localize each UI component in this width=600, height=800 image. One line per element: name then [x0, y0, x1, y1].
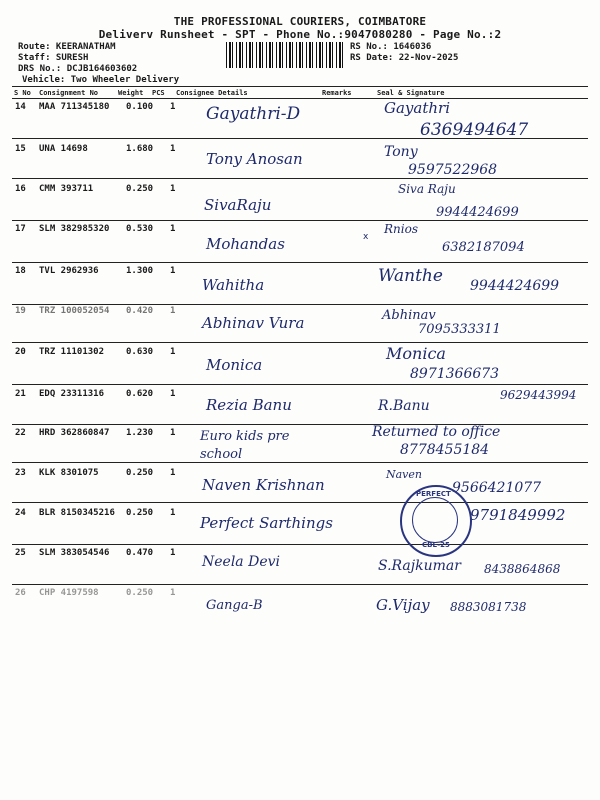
row-signature: Wanthe: [378, 266, 443, 286]
row-weight: 0.620: [126, 389, 154, 399]
row-weight: 1.230: [126, 428, 154, 438]
row-divider: [12, 342, 588, 343]
row-phone: 9791849992: [470, 506, 566, 524]
row-signature: Abhinav: [382, 308, 436, 323]
row-pcs: 1: [170, 144, 176, 154]
row-weight: 0.420: [126, 306, 154, 316]
row-signature: Naven: [386, 468, 422, 481]
col-pcs: PCS: [152, 89, 165, 97]
route-label: Route: KEERANATHAM: [18, 42, 116, 52]
row-weight: 0.530: [126, 224, 154, 234]
row-phone: 6382187094: [442, 240, 525, 255]
drs-number: DRS No.: DCJB164603602: [18, 64, 138, 74]
row-divider: [12, 462, 588, 463]
row-pcs: 1: [170, 468, 176, 478]
col-consignment: Consignment No: [39, 89, 99, 97]
row-signature: Tony: [384, 144, 418, 160]
company-title: THE PROFESSIONAL COURIERS, COIMBATORE: [173, 15, 427, 28]
row-phone: 6369494647: [420, 120, 529, 140]
row-pcs: 1: [170, 347, 176, 357]
row-consignment: TRZ 100052054: [39, 306, 110, 316]
vehicle-label: Vehicle: Two Wheeler Delivery: [22, 75, 180, 85]
row-consignee: Neela Devi: [202, 554, 280, 570]
row-pcs: 1: [170, 266, 176, 276]
stamp-inner-ring: [412, 497, 458, 543]
row-consignee: Rezia Banu: [206, 396, 292, 414]
row-phone: 8438864868: [484, 562, 561, 576]
row-sno: 15: [15, 144, 26, 154]
row-divider: [12, 178, 588, 179]
row-pcs: 1: [170, 508, 176, 518]
row-weight: 0.470: [126, 548, 154, 558]
staff-label: Staff: SURESH: [18, 53, 89, 63]
row-phone: 8883081738: [450, 600, 527, 614]
row-sno: 25: [15, 548, 26, 558]
row-consignee: Wahitha: [202, 276, 265, 294]
row-divider: [12, 304, 588, 305]
col-sno: S No: [14, 89, 31, 97]
row-signature: S.Rajkumar: [378, 558, 461, 574]
remarks-mark-icon: x: [363, 232, 369, 242]
row-consignee: Gayathri-D: [206, 104, 301, 124]
row-consignment: TVL 2962936: [39, 266, 99, 276]
row-sno: 24: [15, 508, 26, 518]
row-divider: [12, 220, 588, 221]
stamp-bottom-text: CBE-25: [422, 541, 450, 549]
row-signature: Monica: [386, 344, 446, 363]
row-consignment: BLR 8150345216: [39, 508, 115, 518]
row-weight: 0.630: [126, 347, 154, 357]
row-divider: [12, 424, 588, 425]
row-consignment: SLM 383054546: [39, 548, 110, 558]
row-divider: [12, 502, 588, 503]
row-consignee: Mohandas: [206, 235, 285, 253]
row-consignment: UNA 14698: [39, 144, 88, 154]
row-consignee: SivaRaju: [204, 196, 272, 214]
row-consignee: Monica: [206, 356, 263, 374]
row-divider: [12, 384, 588, 385]
row-phone: 9597522968: [408, 162, 498, 178]
row-divider: [12, 544, 588, 545]
col-seal: Seal & Signature: [377, 89, 445, 97]
rs-number: RS No.: 1646036: [350, 42, 432, 52]
header-top-rule: [12, 86, 588, 87]
row-consignee: Abhinav Vura: [202, 314, 305, 332]
row-sno: 26: [15, 588, 26, 598]
row-phone: 9944424699: [470, 278, 560, 294]
barcode-image: [226, 42, 344, 68]
row-consignment: KLK 8301075: [39, 468, 99, 478]
row-sno: 18: [15, 266, 26, 276]
row-phone: 9944424699: [436, 205, 519, 220]
row-weight: 0.250: [126, 468, 154, 478]
row-phone: 8778455184: [400, 442, 490, 458]
row-phone: 8971366673: [410, 366, 500, 382]
row-sno: 19: [15, 306, 26, 316]
row-sno: 21: [15, 389, 26, 399]
runsheet-subtitle: Deliverv Runsheet - SPT - Phone No.:9047080280 - Page No.:2: [98, 28, 502, 41]
row-pcs: 1: [170, 428, 176, 438]
row-consignment: EDQ 23311316: [39, 389, 105, 399]
row-signature: R.Banu: [378, 398, 430, 414]
row-sno: 17: [15, 224, 26, 234]
row-divider: [12, 584, 588, 585]
row-consignment: TRZ 11101302: [39, 347, 105, 357]
rs-date: RS Date: 22-Nov-2025: [350, 53, 459, 63]
row-consignment: SLM 382985320: [39, 224, 110, 234]
row-consignee: Tony Anosan: [206, 150, 303, 168]
row-consignment: HRD 362860847: [39, 428, 110, 438]
row-pcs: 1: [170, 389, 176, 399]
row-weight: 0.250: [126, 588, 154, 598]
row-weight: 0.250: [126, 508, 154, 518]
row-divider: [12, 262, 588, 263]
row-pcs: 1: [170, 224, 176, 234]
row-sno: 16: [15, 184, 26, 194]
row-pcs: 1: [170, 588, 176, 598]
row-weight: 1.300: [126, 266, 154, 276]
row-sno: 23: [15, 468, 26, 478]
row-pcs: 1: [170, 102, 176, 112]
row-divider: [12, 138, 588, 139]
row-phone: 9566421077: [452, 480, 542, 496]
row-weight: 0.250: [126, 184, 154, 194]
header-bottom-rule: [12, 98, 588, 99]
row-sno: 14: [15, 102, 26, 112]
row-signature: Siva Raju: [398, 182, 456, 196]
stamp-top-text: PERFECT: [416, 490, 451, 498]
row-consignee: Ganga-B: [206, 598, 263, 613]
row-consignment: CMM 393711: [39, 184, 94, 194]
row-pcs: 1: [170, 306, 176, 316]
row-pcs: 1: [170, 184, 176, 194]
col-remarks: Remarks: [322, 89, 352, 97]
company-seal-stamp: [400, 485, 472, 557]
row-consignment: MAA 711345180: [39, 102, 110, 112]
row-signature: Gayathri: [384, 99, 450, 117]
col-weight: Weight: [118, 89, 144, 97]
row-signature: G.Vijay: [376, 596, 430, 614]
row-consignee: Perfect Sarthings: [200, 514, 333, 532]
row-sno: 20: [15, 347, 26, 357]
col-consignee: Consignee Details: [176, 89, 248, 97]
row-weight: 1.680: [126, 144, 154, 154]
row-signature: Returned to office: [372, 424, 501, 440]
row-signature: Rnios: [384, 222, 418, 236]
row-consignee: Naven Krishnan: [202, 476, 325, 494]
row-pcs: 1: [170, 548, 176, 558]
row-consignee: Euro kids pre school: [200, 429, 290, 462]
row-weight: 0.100: [126, 102, 154, 112]
row-sno: 22: [15, 428, 26, 438]
row-phone: 7095333311: [418, 322, 501, 337]
row-phone: 9629443994: [500, 388, 577, 402]
row-consignment: CHP 4197598: [39, 588, 99, 598]
